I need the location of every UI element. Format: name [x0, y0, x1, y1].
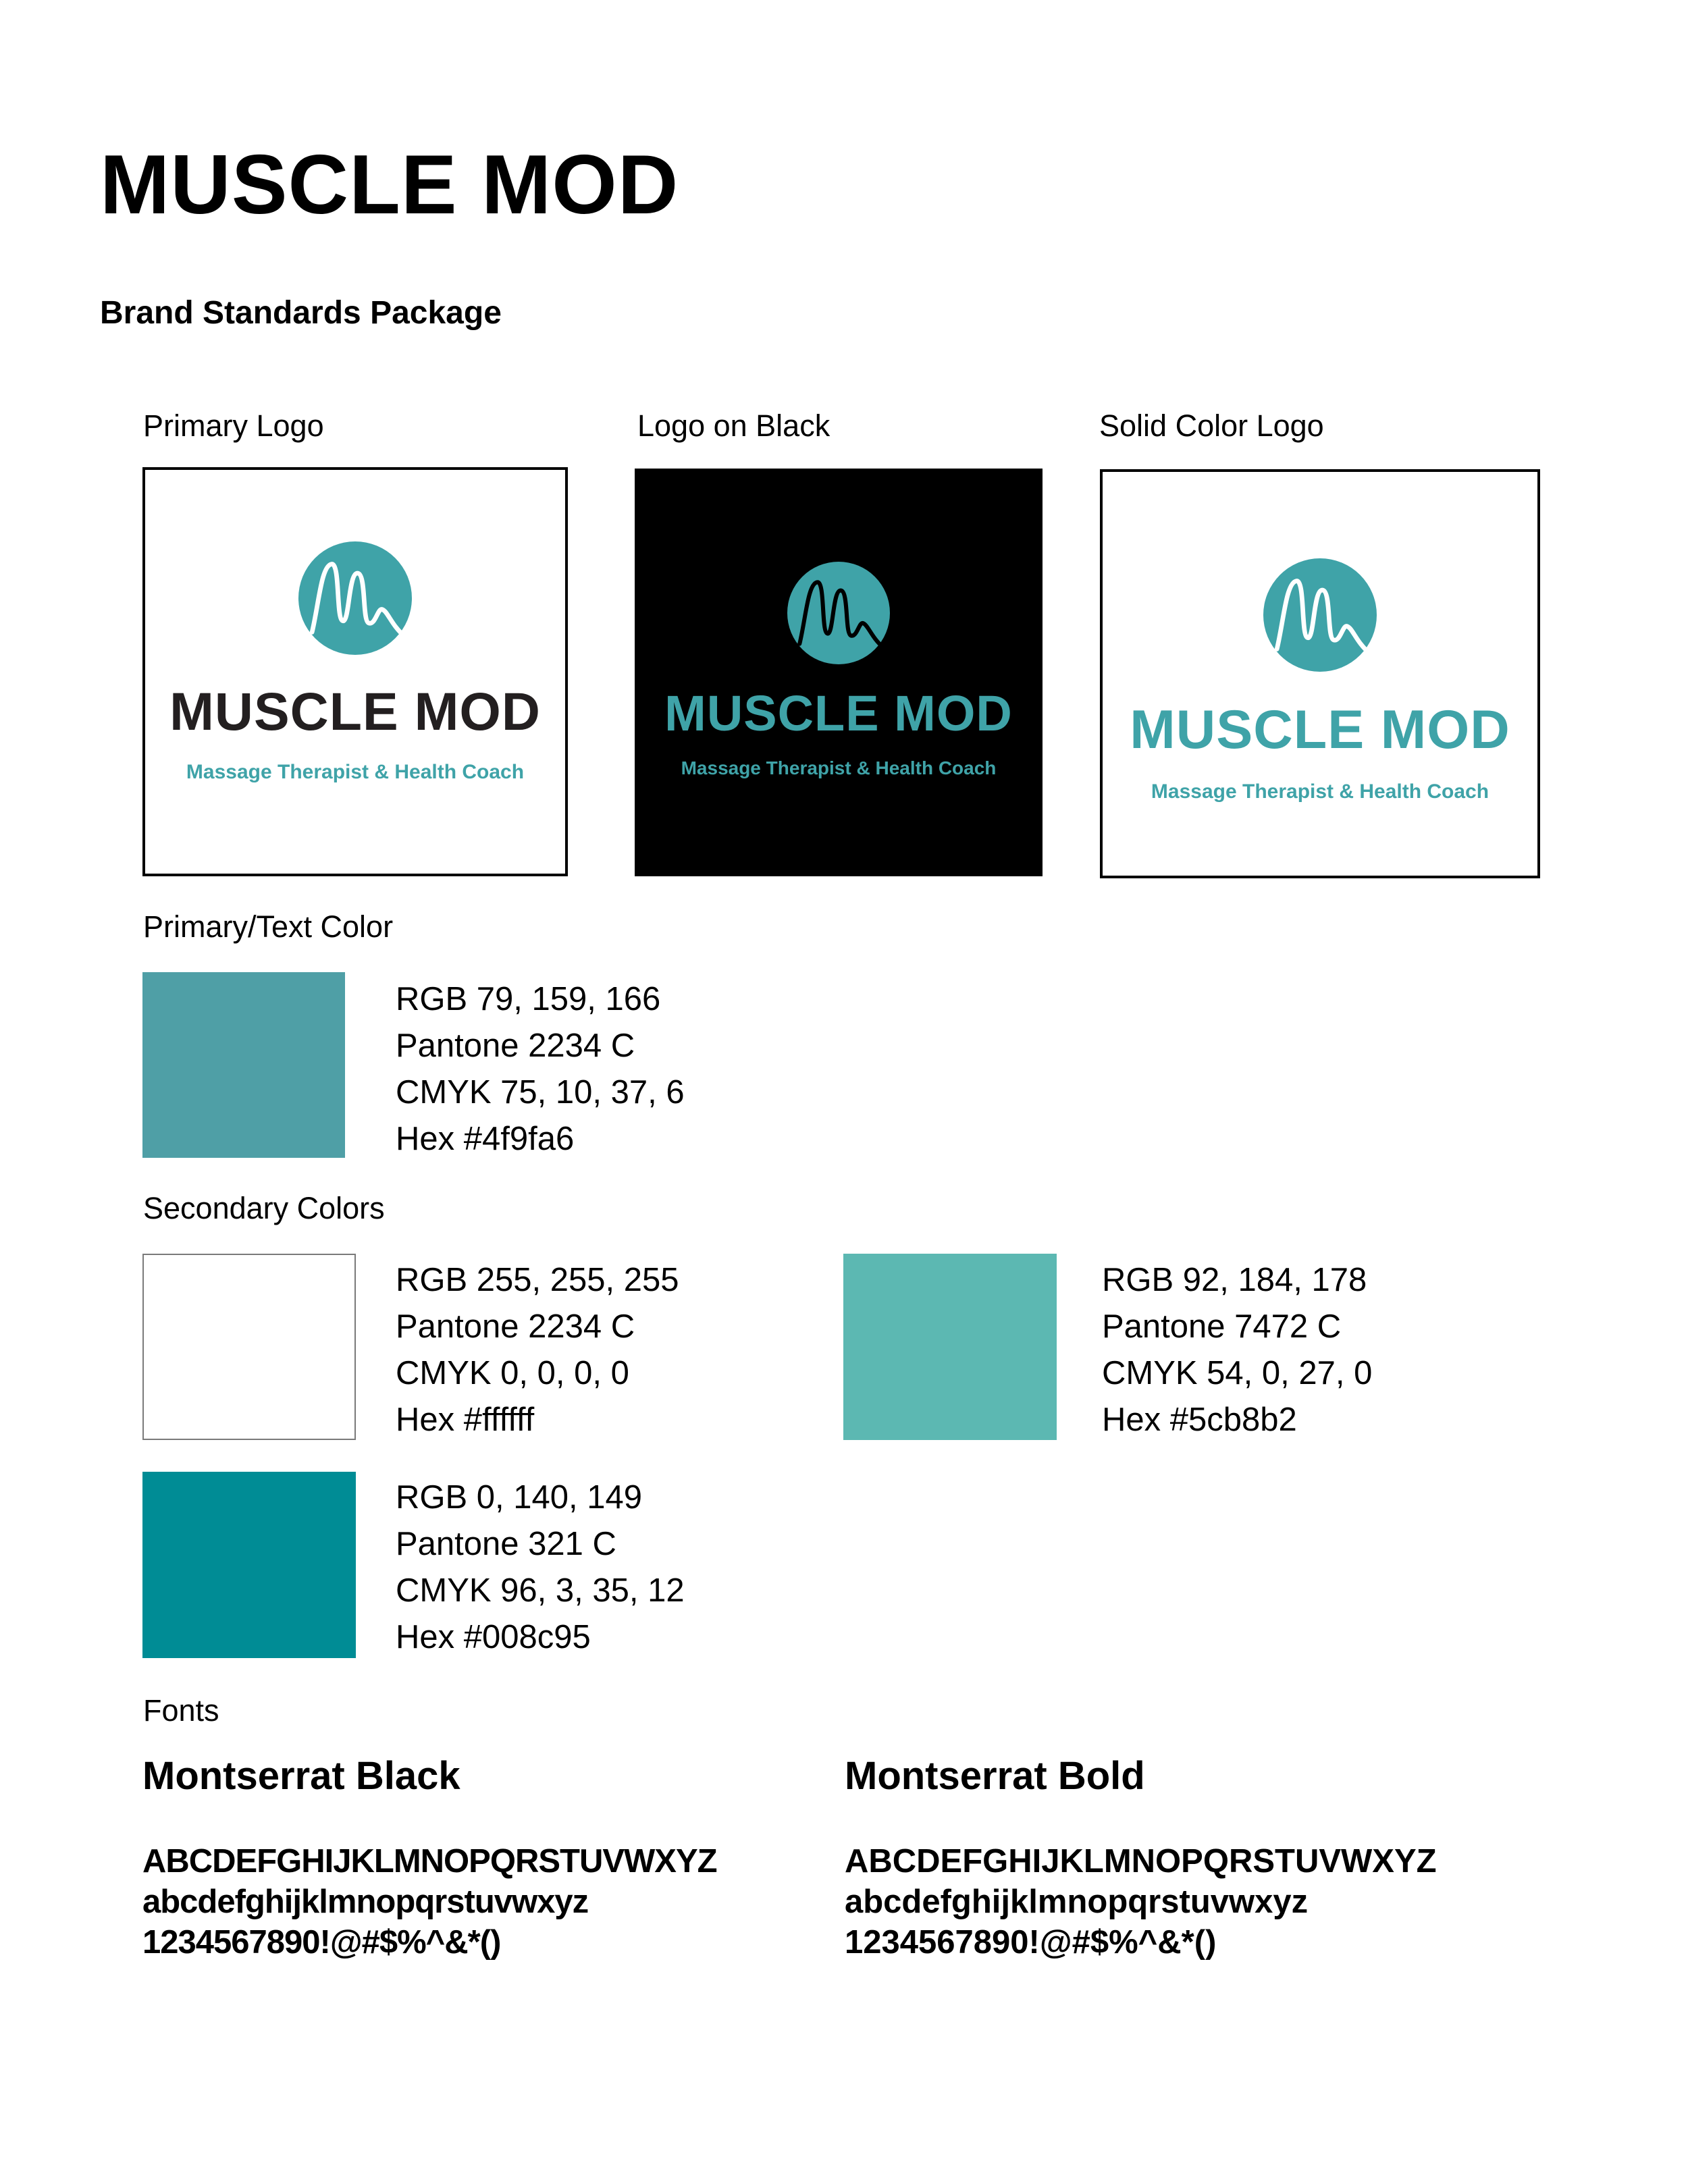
font-sample-black — [142, 1841, 717, 1963]
font-sample-uppercase: ABCDEFGHIJKLMNOPQRSTUVWXYZ — [142, 1843, 717, 1880]
secondary-color-specs-dark-teal — [396, 1474, 685, 1661]
page-subtitle: Brand Standards Package — [100, 295, 502, 331]
color-cmyk: CMYK 75, 10, 37, 6 — [396, 1074, 685, 1111]
color-pantone: Pantone 2234 C — [396, 1028, 635, 1064]
solid-color-logo-card — [1100, 469, 1540, 878]
primary-color-swatch — [142, 972, 345, 1158]
color-hex: Hex #5cb8b2 — [1102, 1402, 1297, 1438]
logo-tagline: Massage Therapist & Health Coach — [681, 757, 997, 778]
secondary-color-specs-white — [396, 1257, 679, 1443]
secondary-color-swatch-white — [142, 1254, 356, 1440]
font-name-black: Montserrat Black — [142, 1754, 460, 1798]
color-cmyk: CMYK 96, 3, 35, 12 — [396, 1572, 685, 1609]
primary-color-specs — [396, 976, 685, 1163]
color-cmyk: CMYK 54, 0, 27, 0 — [1102, 1355, 1373, 1391]
primary-color-heading: Primary/Text Color — [143, 909, 394, 944]
logo-mark-icon — [1263, 558, 1377, 672]
font-sample-lowercase: abcdefghijklmnopqrstuvwxyz — [845, 1884, 1309, 1920]
secondary-colors-heading: Secondary Colors — [143, 1191, 385, 1225]
color-rgb: RGB 79, 159, 166 — [396, 981, 661, 1017]
logo-wordmark: MUSCLE MOD — [1130, 699, 1510, 760]
font-sample-numbers: 1234567890!@#$%^&*() — [142, 1924, 501, 1961]
color-hex: Hex #ffffff — [396, 1402, 535, 1438]
logo-tagline: Massage Therapist & Health Coach — [1151, 780, 1489, 803]
logo-wordmark: MUSCLE MOD — [169, 681, 541, 741]
font-sample-uppercase: ABCDEFGHIJKLMNOPQRSTUVWXYZ — [845, 1843, 1437, 1880]
color-pantone: Pantone 321 C — [396, 1526, 616, 1562]
primary-logo-card — [142, 467, 568, 876]
logo-wordmark: MUSCLE MOD — [664, 685, 1013, 741]
color-rgb: RGB 255, 255, 255 — [396, 1262, 679, 1298]
color-pantone: Pantone 2234 C — [396, 1308, 635, 1345]
logo-label-on-black: Logo on Black — [637, 408, 830, 443]
logo-on-black-card — [635, 469, 1043, 876]
color-cmyk: CMYK 0, 0, 0, 0 — [396, 1355, 629, 1391]
secondary-color-swatch-light-teal — [843, 1254, 1057, 1440]
font-sample-numbers: 1234567890!@#$%^&*() — [845, 1924, 1217, 1961]
color-rgb: RGB 92, 184, 178 — [1102, 1262, 1367, 1298]
font-sample-bold — [845, 1841, 1437, 1963]
logo-mark-icon — [298, 541, 412, 655]
fonts-heading: Fonts — [143, 1693, 219, 1728]
logo-tagline: Massage Therapist & Health Coach — [186, 761, 525, 783]
logo-mark-icon — [787, 562, 890, 664]
logo-label-primary: Primary Logo — [143, 408, 324, 443]
secondary-color-swatch-dark-teal — [142, 1472, 356, 1658]
color-pantone: Pantone 7472 C — [1102, 1308, 1342, 1345]
color-hex: Hex #008c95 — [396, 1619, 591, 1655]
color-rgb: RGB 0, 140, 149 — [396, 1479, 643, 1516]
color-hex: Hex #4f9fa6 — [396, 1121, 575, 1157]
logo-label-solid: Solid Color Logo — [1099, 408, 1324, 443]
font-name-bold: Montserrat Bold — [845, 1754, 1145, 1798]
font-sample-lowercase: abcdefghijklmnopqrstuvwxyz — [142, 1884, 589, 1920]
secondary-color-specs-light-teal — [1102, 1257, 1372, 1443]
page-title: MUSCLE MOD — [100, 138, 679, 232]
